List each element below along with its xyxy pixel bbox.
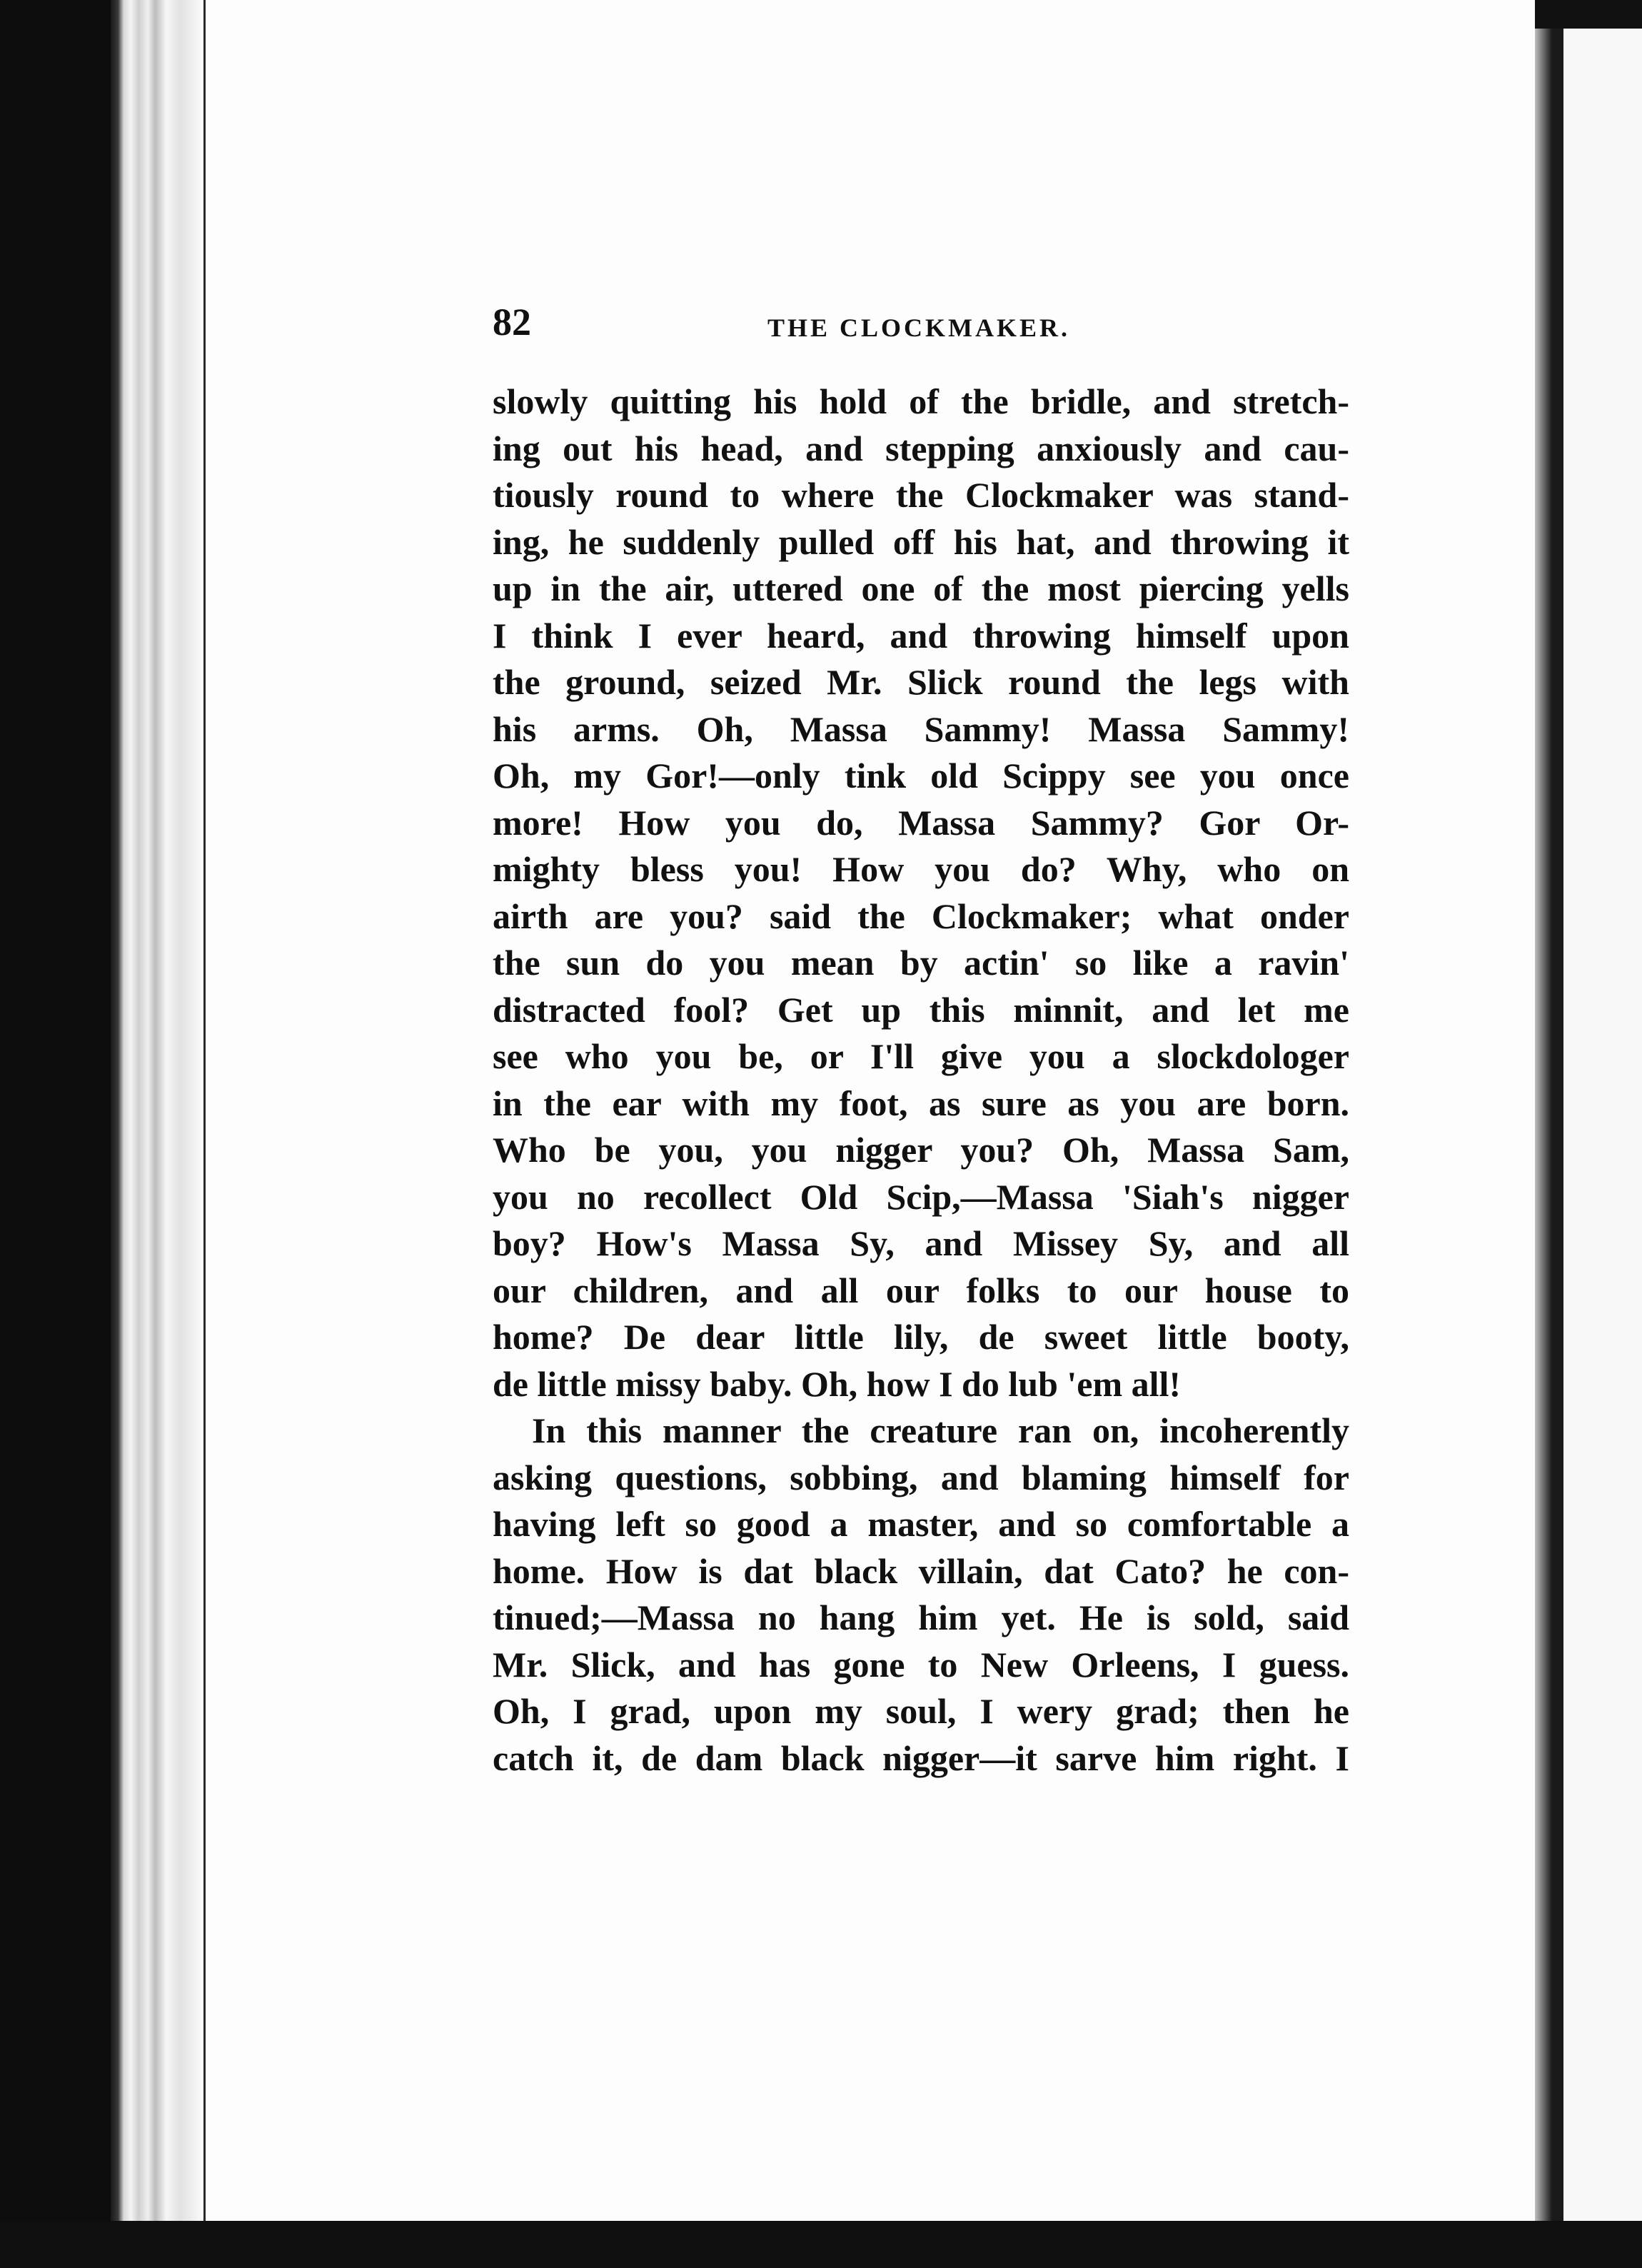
text-line: up in the air, uttered one of the most piercing yells (493, 568, 1349, 608)
text-line: asking questions, sobbing, and blaming himself for (493, 1457, 1349, 1497)
text-line: home. How is dat black villain, dat Cato? he con- (493, 1550, 1349, 1591)
text-line: tiously round to where the Clockmaker was stand- (493, 475, 1349, 515)
text-line: Oh, my Gor!—only tink old Scippy see you once (493, 756, 1349, 796)
bottom-scan-margin (0, 2221, 1642, 2268)
facing-page-edge (1563, 0, 1642, 2221)
book-page-edges (111, 0, 203, 2268)
text-line: see who you be, or I'll give you a slockdologer (493, 1036, 1349, 1076)
text-line: Mr. Slick, and has gone to New Orleens, I guess. (493, 1644, 1349, 1685)
left-scan-margin (0, 0, 111, 2268)
text-line: In this manner the creature ran on, incoherently (532, 1410, 1349, 1450)
text-line: the ground, seized Mr. Slick round the legs with (493, 662, 1349, 702)
text-line: distracted fool? Get up this minnit, and let me (493, 989, 1349, 1030)
text-line: home? De dear little lily, de sweet little booty, (493, 1317, 1349, 1357)
text-line: in the ear with my foot, as sure as you are born. (493, 1083, 1349, 1123)
text-line: you no recollect Old Scip,—Massa 'Siah's nigger (493, 1176, 1349, 1217)
text-line: Who be you, you nigger you? Oh, Massa Sam, (493, 1130, 1349, 1170)
text-line: ing out his head, and stepping anxiously and cau- (493, 428, 1349, 468)
text-line: Oh, I grad, upon my soul, I wery grad; then he (493, 1691, 1349, 1731)
running-head-title: THE CLOCKMAKER. (767, 313, 1071, 342)
top-right-scan-margin (1535, 0, 1642, 29)
text-line: our children, and all our folks to our house to (493, 1270, 1349, 1310)
text-line: slowly quitting his hold of the bridle, and stretch- (493, 381, 1349, 421)
text-line: having left so good a master, and so comfortable a (493, 1504, 1349, 1544)
text-line: mighty bless you! How you do? Why, who on (493, 849, 1349, 889)
text-line: tinued;—Massa no hang him yet. He is sold, said (493, 1597, 1349, 1637)
text-line: boy? How's Massa Sy, and Missey Sy, and all (493, 1223, 1349, 1263)
text-line: catch it, de dam black nigger—it sarve him right. I (493, 1737, 1349, 1778)
running-head (493, 300, 1349, 350)
page-number: 82 (493, 301, 531, 343)
text-line: his arms. Oh, Massa Sammy! Massa Sammy! (493, 708, 1349, 749)
book-gutter (1535, 0, 1563, 2268)
text-line: more! How you do, Massa Sammy? Gor Or- (493, 802, 1349, 843)
text-line: de little missy baby. Oh, how I do lub 'em all! (493, 1363, 1182, 1404)
text-line: ing, he suddenly pulled off his hat, and throwing it (493, 521, 1349, 562)
text-line: the sun do you mean by actin' so like a ravin' (493, 943, 1349, 983)
body-text (493, 378, 1349, 1782)
text-line: I think I ever heard, and throwing himself upon (493, 615, 1349, 656)
text-line: airth are you? said the Clockmaker; what onder (493, 895, 1349, 936)
